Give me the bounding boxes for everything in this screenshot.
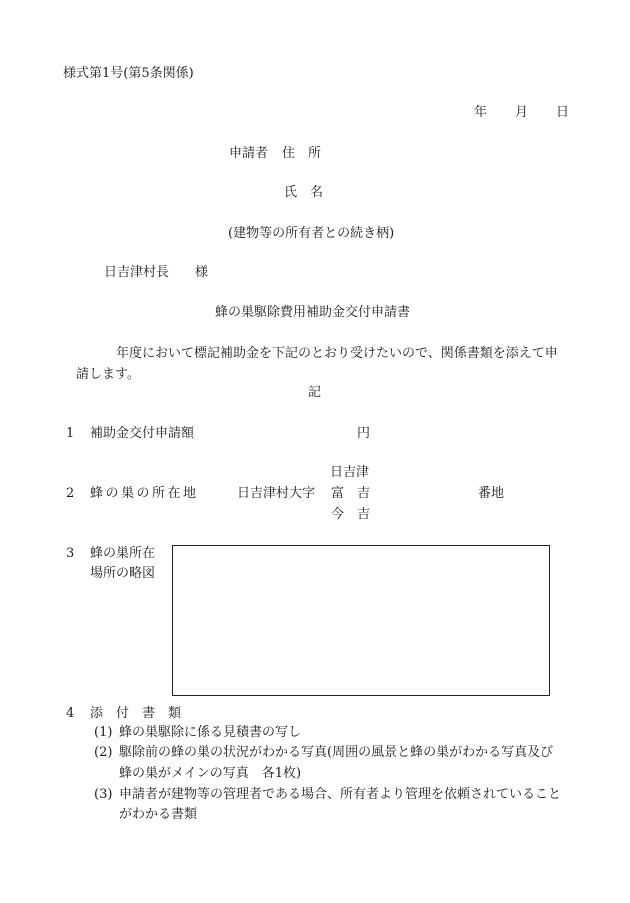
ki-heading: 記 <box>308 385 322 400</box>
item-1-unit: 円 <box>357 426 371 441</box>
item-1-number: 1 <box>66 426 75 441</box>
applicant-address-label: 住 所 <box>282 146 322 161</box>
area-option-imayoshi: 今 吉 <box>331 507 371 522</box>
addressee-name: 日吉津村長 <box>104 265 170 280</box>
date-month: 月 <box>515 105 529 120</box>
doc-3-line-2: がわかる書類 <box>119 807 198 822</box>
item-3-label-line-1: 蜂の巣所在 <box>90 546 156 561</box>
doc-3-line-1: 申請者が建物等の管理者である場合、所有者より管理を依頼されていること <box>119 787 562 802</box>
date-day: 日 <box>556 105 570 120</box>
item-2-label: 蜂の巣の所在地 <box>90 486 199 501</box>
intro-line-2: 請します。 <box>76 367 140 382</box>
doc-2-number: (2) <box>94 745 113 760</box>
intro-line-1: 年度において標記補助金を下記のとおり受けたいので、関係書類を添えて申 <box>116 346 558 361</box>
item-1-label: 補助金交付申請額 <box>90 426 195 441</box>
applicant-name-label: 氏 名 <box>284 185 324 200</box>
applicant-relation-label: (建物等の所有者との続き柄) <box>228 226 395 241</box>
date-year: 年 <box>474 105 488 120</box>
doc-2-line-2: 蜂の巣がメインの写真 各1枚) <box>119 766 302 781</box>
form-number: 様式第1号(第5条関係) <box>63 66 194 81</box>
doc-3-number: (3) <box>94 787 113 802</box>
applicant-label: 申請者 <box>229 146 269 161</box>
area-option-hiezu: 日吉津 <box>330 465 370 480</box>
item-4-number: 4 <box>66 706 75 721</box>
item-2-number: 2 <box>66 486 75 501</box>
item-2-village: 日吉津村大字 <box>237 486 316 501</box>
sketch-map-box[interactable] <box>172 545 550 696</box>
item-3-label-line-2: 場所の略図 <box>90 566 156 581</box>
item-2-banchi: 番地 <box>478 486 505 501</box>
doc-1-number: (1) <box>94 725 113 740</box>
doc-1-line-1: 蜂の巣駆除に係る見積書の写し <box>119 725 302 740</box>
item-4-label: 添 付 書 類 <box>90 706 182 721</box>
doc-2-line-1: 駆除前の蜂の巣の状況がわかる写真(周囲の風景と蜂の巣がわかる写真及び <box>119 745 554 760</box>
item-3-number: 3 <box>66 546 75 561</box>
document-title: 蜂の巣駆除費用補助金交付申請書 <box>215 305 411 320</box>
area-option-tomiyoshi: 富 吉 <box>331 486 371 501</box>
addressee-honorific: 様 <box>195 265 209 280</box>
